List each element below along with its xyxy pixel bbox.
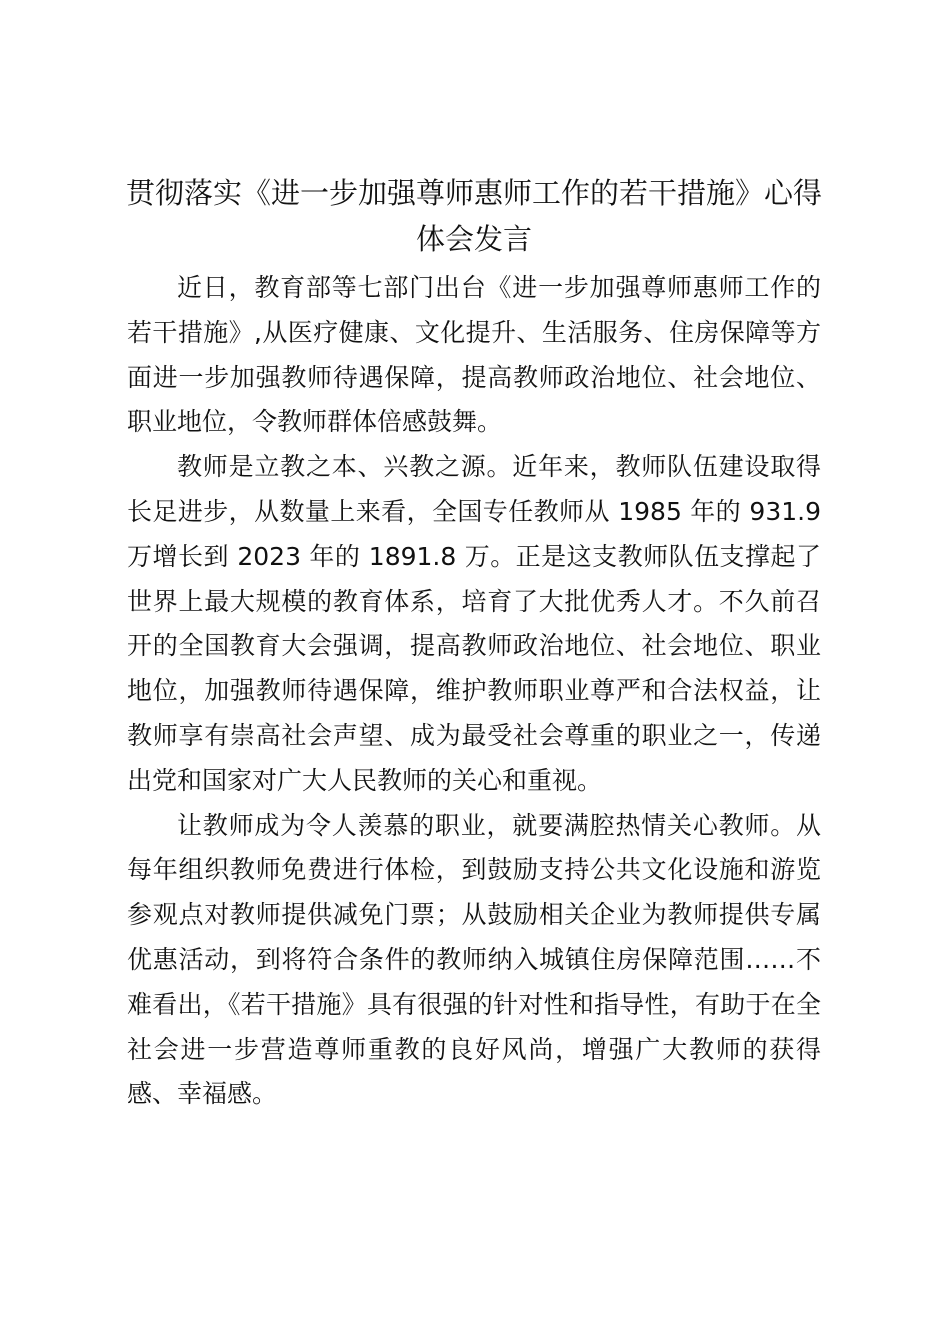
document-title [127, 170, 821, 262]
document-page [127, 170, 821, 1117]
document-body [127, 266, 821, 1117]
paragraph-3: 让教师成为令人羡慕的职业，就要满腔热情关心教师。从每年组织教师免费进行体检，到鼓励支持公共文化设施和游览参观点对教师提供减免门票；从鼓励相关企业为教师提供专属优惠活动，到将符合条件的教师纳入城镇住房保障范围……不难看出，《若干措施》具有很强的针对性和指导性，有助于在全社会进一步营造尊师重教的良好风尚，增强广大教师的获得感、幸福感。 [127, 810, 821, 1109]
document-title-line-2: 体会发言 [415, 222, 532, 256]
paragraph-1: 近日，教育部等七部门出台《进一步加强尊师惠师工作的若干措施》,从医疗健康、文化提升、生活服务、住房保障等方面进一步加强教师待遇保障，提高教师政治地位、社会地位、职业地位，令教师群体倍感鼓舞。 [127, 273, 821, 437]
paragraph-2: 教师是立教之本、兴教之源。近年来，教师队伍建设取得长足进步，从数量上来看，全国专任教师从 1985 年的 931.9 万增长到 2023 年的 1891.8 万。正是这支教师队伍支撑起了世界上最大规模的教育体系，培育了大批优秀人才。不久前召开的全国教育大会强调，提高教师政治地位、社会地位、职业地位，加强教师待遇保障，维护教师职业尊严和合法权益，让教师享有崇高社会声望、成为最受社会尊重的职业之一，传递出党和国家对广大人民教师的关心和重视。 [127, 452, 821, 795]
document-title-line-1: 贯彻落实《进一步加强尊师惠师工作的若干措施》心得 [125, 176, 822, 210]
